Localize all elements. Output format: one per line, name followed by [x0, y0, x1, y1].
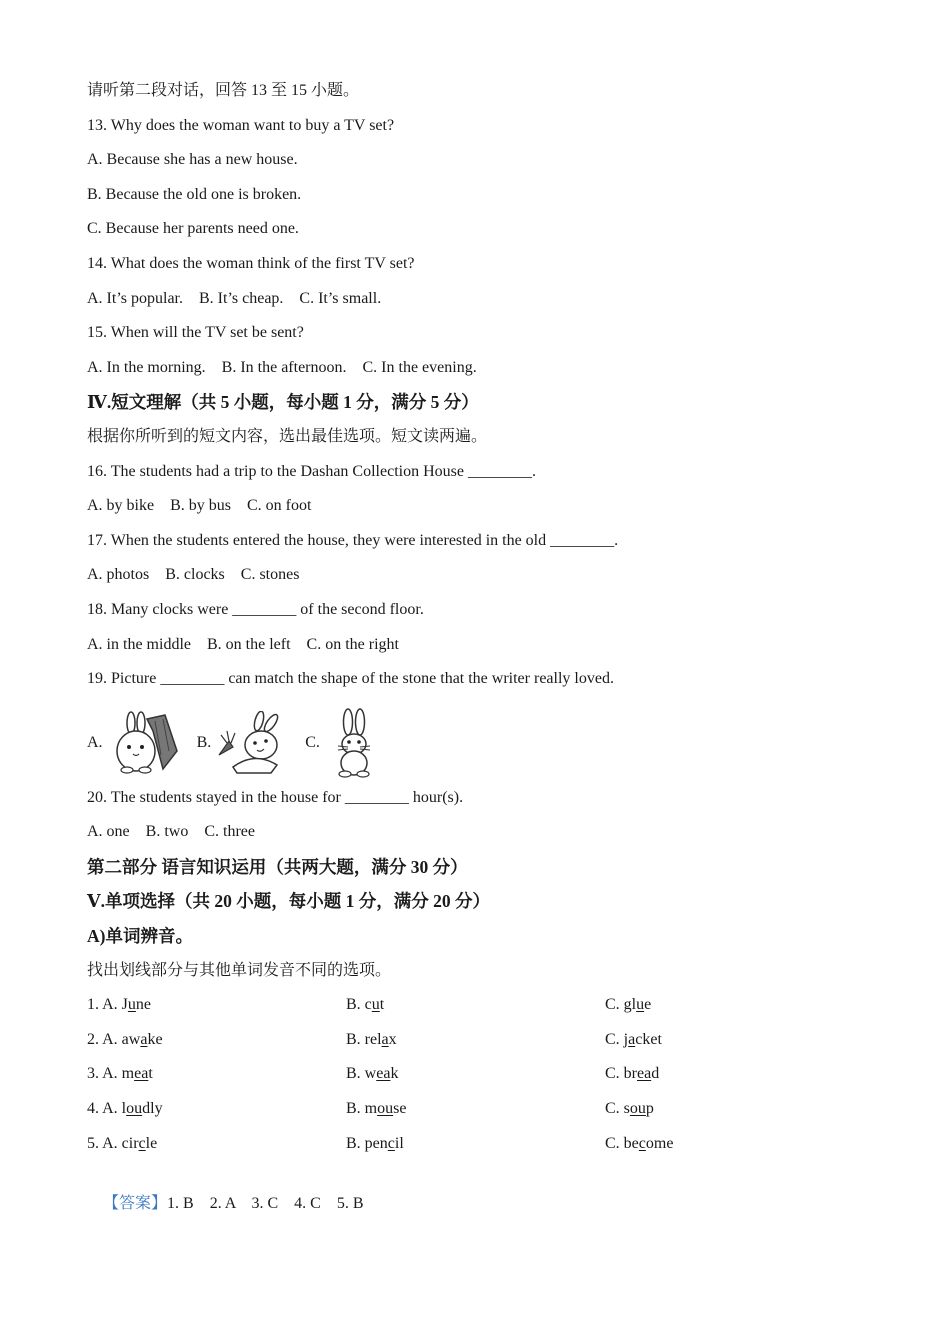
picture-label-c: C. — [305, 733, 320, 751]
section-heading-4: Ⅳ.短文理解（共 5 小题，每小题 1 分，满分 5 分） — [87, 392, 479, 413]
rabbit-with-carrot-icon — [107, 711, 179, 775]
phonics-table — [87, 992, 877, 1165]
phonics-row — [87, 992, 877, 1027]
rabbit-lying-icon — [215, 711, 287, 775]
phonics-text: 1. A. J — [87, 996, 128, 1014]
question-20: 20. The students stayed in the house for ________ hour(s). — [87, 788, 464, 806]
phonics-option — [346, 1096, 605, 1131]
option-13a: A. Because she has a new house. — [87, 151, 298, 169]
options-18: A. in the middle B. on the left C. on the right — [87, 635, 399, 653]
phonics-underlined: ou — [377, 1100, 394, 1118]
phonics-option — [605, 1027, 805, 1062]
section-intro: 请听第二段对话，回答 13 至 15 小题。 — [87, 82, 360, 99]
question-17: 17. When the students entered the house, they were interested in the old ________. — [87, 531, 619, 549]
phonics-text: ne — [135, 996, 152, 1014]
phonics-underlined: ea — [134, 1065, 149, 1083]
phonics-text: x — [388, 1030, 397, 1048]
options-17: A. photos B. clocks C. stones — [87, 566, 300, 584]
phonics-text: dly — [142, 1100, 163, 1118]
question-19: 19. Picture ________ can match the shape of the stone that the writer really loved. — [87, 670, 614, 688]
phonics-row — [87, 1061, 877, 1096]
phonics-option — [87, 1131, 346, 1166]
option-13b: B. Because the old one is broken. — [87, 185, 302, 203]
picture-option-c — [305, 708, 384, 778]
picture-option-a — [87, 711, 179, 775]
phonics-underlined: c — [638, 1134, 646, 1152]
phonics-text: le — [145, 1134, 158, 1152]
phonics-underlined: ou — [126, 1100, 143, 1118]
document-page — [87, 78, 877, 1213]
phonics-underlined: u — [127, 996, 136, 1014]
part-heading-2: 第二部分 语言知识运用（共两大题，满分 30 分） — [87, 856, 468, 877]
options-16: A. by bike B. by bus C. on foot — [87, 497, 312, 515]
phonics-text: cket — [635, 1030, 662, 1048]
phonics-text: ke — [147, 1030, 163, 1048]
phonics-option — [605, 1131, 805, 1166]
section-instruction-5: 找出划线部分与其他单词发音不同的选项。 — [87, 961, 392, 979]
picture-label-a: A. — [87, 733, 103, 751]
phonics-text: il — [394, 1134, 404, 1152]
answer-text: 1. B 2. A 3. C 4. C 5. B — [167, 1195, 364, 1213]
phonics-option — [346, 1027, 605, 1062]
phonics-underlined: ea — [637, 1065, 652, 1083]
phonics-text: B. c — [346, 996, 372, 1014]
phonics-text: t — [148, 1065, 153, 1083]
phonics-text: t — [379, 996, 385, 1014]
picture-option-b — [197, 711, 288, 775]
phonics-option — [605, 1096, 805, 1131]
phonics-text: 2. A. aw — [87, 1030, 141, 1048]
phonics-underlined: a — [140, 1030, 148, 1048]
phonics-underlined: ou — [629, 1100, 646, 1118]
subsection-heading-5a: A)单词辨音。 — [87, 926, 193, 947]
options-20: A. one B. two C. three — [87, 823, 255, 841]
phonics-text: 4. A. l — [87, 1100, 127, 1118]
question-18: 18. Many clocks were ________ of the second floor. — [87, 600, 424, 618]
phonics-option — [87, 1096, 346, 1131]
picture-label-b: B. — [196, 733, 212, 751]
phonics-text: B. rel — [346, 1030, 382, 1048]
question-13: 13. Why does the woman want to buy a TV set? — [87, 116, 395, 134]
phonics-option — [87, 992, 346, 1027]
phonics-text: C. gl — [605, 996, 637, 1014]
question-15: 15. When will the TV set be sent? — [87, 324, 304, 342]
phonics-text: C. s — [605, 1100, 630, 1118]
phonics-option — [605, 1061, 805, 1096]
section-instruction-4: 根据你所听到的短文内容，选出最佳选项。短文读两遍。 — [87, 427, 488, 445]
phonics-text: B. w — [346, 1065, 377, 1083]
phonics-row — [87, 1027, 877, 1062]
question-14: 14. What does the woman think of the first TV set? — [87, 254, 415, 272]
phonics-text: C. be — [605, 1134, 639, 1152]
phonics-option — [346, 992, 605, 1027]
options-14: A. It’s popular. B. It’s cheap. C. It’s small. — [87, 289, 382, 307]
phonics-text: se — [393, 1100, 407, 1118]
phonics-underlined: u — [636, 996, 645, 1014]
phonics-underlined: a — [381, 1030, 389, 1048]
picture-options-19 — [87, 701, 877, 785]
question-16: 16. The students had a trip to the Dashan Collection House ________. — [87, 462, 536, 480]
phonics-underlined: c — [387, 1134, 395, 1152]
phonics-row — [87, 1131, 877, 1166]
phonics-text: B. pen — [346, 1134, 388, 1152]
phonics-text: C. br — [605, 1065, 637, 1083]
phonics-row — [87, 1096, 877, 1131]
phonics-text: p — [645, 1100, 654, 1118]
option-13c: C. Because her parents need one. — [87, 220, 299, 238]
phonics-underlined: ea — [376, 1065, 391, 1083]
phonics-option — [605, 992, 805, 1027]
phonics-underlined: c — [138, 1134, 146, 1152]
phonics-option — [346, 1131, 605, 1166]
phonics-text: d — [651, 1065, 660, 1083]
phonics-underlined: u — [371, 996, 380, 1014]
phonics-option — [346, 1061, 605, 1096]
phonics-option — [87, 1061, 346, 1096]
phonics-text: B. m — [346, 1100, 378, 1118]
section-heading-5: Ⅴ.单项选择（共 20 小题，每小题 1 分，满分 20 分） — [87, 891, 490, 912]
phonics-option — [87, 1027, 346, 1062]
phonics-text: e — [644, 996, 652, 1014]
phonics-text: k — [390, 1065, 399, 1083]
phonics-text: 3. A. m — [87, 1065, 135, 1083]
answer-line — [87, 1165, 877, 1213]
phonics-text: 5. A. cir — [87, 1134, 139, 1152]
phonics-underlined: a — [628, 1030, 636, 1048]
phonics-text: ome — [645, 1134, 674, 1152]
phonics-text: C. j — [605, 1030, 629, 1048]
options-15: A. In the morning. B. In the afternoon. C. In the evening. — [87, 358, 477, 376]
answer-tag: 【答案】 — [103, 1195, 168, 1213]
rabbit-sitting-icon — [324, 708, 384, 778]
